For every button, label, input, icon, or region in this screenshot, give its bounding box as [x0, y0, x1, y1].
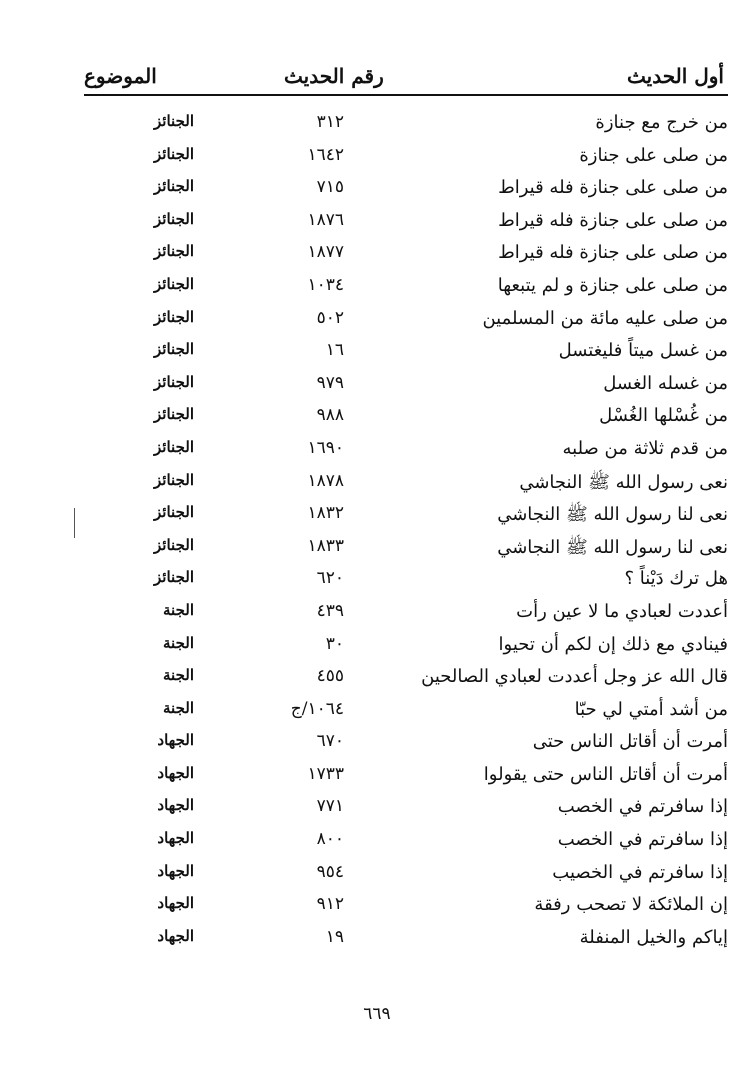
row-hadith-number: ١٦: [325, 340, 344, 361]
row-topic: الجنائز: [154, 437, 194, 456]
margin-mark: [74, 508, 75, 538]
table-row: [0, 630, 754, 663]
row-topic: الجهاد: [157, 894, 194, 913]
row-hadith-number: ٩١٢: [316, 894, 344, 915]
table-row: [0, 108, 754, 141]
row-first-words: من أشد أمتي لي حبّا: [574, 698, 728, 720]
table-row: [0, 271, 754, 304]
row-first-words: قال الله عز وجل أعددت لعبادي الصالحين: [421, 666, 728, 688]
table-row: [0, 434, 754, 467]
row-topic: الجنة: [163, 698, 194, 717]
table-row: [0, 173, 754, 206]
table-row: [0, 825, 754, 858]
row-first-words: من صلى على جنازة فله قيراط: [498, 209, 728, 231]
row-first-words: نعى لنا رسول الله ﷺ النجاشي: [497, 536, 728, 558]
table-header: [84, 62, 728, 96]
row-hadith-number: ١٠٦٤/ج: [290, 698, 344, 719]
table-row: [0, 499, 754, 532]
row-topic: الجنائز: [154, 372, 194, 391]
row-first-words: من صلى على جنازة: [579, 144, 728, 166]
index-table-body: [0, 108, 754, 955]
table-row: [0, 597, 754, 630]
table-row: [0, 141, 754, 174]
header-topic: الموضوع: [84, 64, 157, 88]
row-topic: الجهاد: [157, 861, 194, 880]
row-topic: الجنائز: [154, 242, 194, 261]
row-topic: الجنائز: [154, 177, 194, 196]
table-row: [0, 923, 754, 956]
row-first-words: من صلى على جنازة فله قيراط: [498, 177, 728, 199]
row-topic: الجنائز: [154, 535, 194, 554]
row-topic: الجهاد: [157, 763, 194, 782]
row-first-words: أمرت أن أقاتل الناس حتى يقولوا: [483, 763, 728, 785]
table-row: [0, 890, 754, 923]
table-row: [0, 695, 754, 728]
row-hadith-number: ١٦٩٠: [307, 437, 344, 458]
row-topic: الجنائز: [154, 470, 194, 489]
table-row: [0, 206, 754, 239]
row-hadith-number: ٤٣٩: [316, 600, 344, 621]
row-first-words: أمرت أن أقاتل الناس حتى: [532, 731, 728, 753]
table-row: [0, 238, 754, 271]
table-row: [0, 304, 754, 337]
row-topic: الجنة: [163, 633, 194, 652]
row-first-words: من صلى على جنازة و لم يتبعها: [497, 274, 728, 296]
row-topic: الجنائز: [154, 568, 194, 587]
row-hadith-number: ١٧٣٣: [307, 763, 344, 784]
row-topic: الجنائز: [154, 209, 194, 228]
row-hadith-number: ٤٥٥: [316, 666, 344, 687]
table-row: [0, 760, 754, 793]
row-first-words: هل ترك دَيْناً ؟: [624, 568, 728, 590]
row-hadith-number: ١٩: [325, 926, 344, 947]
row-hadith-number: ٩٨٨: [316, 405, 344, 426]
row-hadith-number: ٧٧١: [316, 796, 344, 817]
row-hadith-number: ١٨٣٣: [307, 535, 344, 556]
table-row: [0, 662, 754, 695]
row-first-words: إذا سافرتم في الخصيب: [552, 861, 728, 883]
row-hadith-number: ١٦٤٢: [307, 144, 344, 165]
row-topic: الجهاد: [157, 926, 194, 945]
table-row: [0, 401, 754, 434]
table-row: [0, 336, 754, 369]
table-row: [0, 727, 754, 760]
row-topic: الجنة: [163, 600, 194, 619]
row-topic: الجنائز: [154, 144, 194, 163]
row-first-words: فينادي مع ذلك إن لكم أن تحيوا: [498, 633, 728, 655]
row-first-words: من غسله الغسل: [603, 372, 728, 394]
row-first-words: من خرج مع جنازة: [595, 112, 728, 133]
row-first-words: من صلى عليه مائة من المسلمين: [482, 307, 728, 329]
row-topic: الجنة: [163, 666, 194, 685]
row-hadith-number: ١٨٧٨: [307, 470, 344, 491]
header-first-words: أول الحديث: [627, 64, 724, 88]
row-first-words: إذا سافرتم في الخصب: [557, 796, 728, 818]
row-first-words: من قدم ثلاثة من صلبه: [562, 437, 728, 459]
row-hadith-number: ١٨٣٢: [307, 503, 344, 524]
row-hadith-number: ٧١٥: [316, 177, 344, 198]
table-row: [0, 792, 754, 825]
row-topic: الجنائز: [154, 112, 194, 130]
row-hadith-number: ٦٢٠: [316, 568, 344, 589]
row-hadith-number: ١٠٣٤: [307, 274, 344, 295]
row-hadith-number: ٥٠٢: [316, 307, 344, 328]
row-topic: الجهاد: [157, 796, 194, 815]
row-topic: الجنائز: [154, 503, 194, 522]
row-topic: الجنائز: [154, 340, 194, 359]
row-hadith-number: ٣١٢: [316, 112, 344, 132]
row-first-words: من غسل ميتاً فليغتسل: [558, 340, 728, 362]
row-topic: الجنائز: [154, 307, 194, 326]
row-topic: الجنائز: [154, 274, 194, 293]
row-hadith-number: ١٨٧٦: [307, 209, 344, 230]
row-topic: الجهاد: [157, 829, 194, 848]
row-first-words: إياكم والخيل المنفلة: [579, 926, 728, 948]
row-first-words: نعى لنا رسول الله ﷺ النجاشي: [497, 504, 728, 526]
row-hadith-number: ٦٧٠: [316, 731, 344, 752]
row-hadith-number: ١٨٧٧: [307, 242, 344, 263]
table-row: [0, 564, 754, 597]
row-hadith-number: ٩٧٩: [316, 372, 344, 393]
row-first-words: من صلى على جنازة فله قيراط: [498, 242, 728, 264]
row-hadith-number: ٨٠٠: [316, 829, 344, 850]
page-number: ٦٦٩: [363, 1004, 391, 1024]
row-topic: الجهاد: [157, 731, 194, 750]
table-row: [0, 467, 754, 500]
table-row: [0, 369, 754, 402]
table-row: [0, 532, 754, 565]
row-first-words: إن الملائكة لا تصحب رفقة: [534, 894, 728, 916]
header-hadith-number: رقم الحديث: [284, 64, 384, 88]
row-hadith-number: ٣٠: [325, 633, 344, 654]
row-first-words: إذا سافرتم في الخصب: [557, 829, 728, 851]
table-row: [0, 858, 754, 891]
row-first-words: أعددت لعبادي ما لا عين رأت: [516, 600, 728, 622]
row-first-words: من غُسْلها الغُسْل: [599, 405, 728, 427]
row-topic: الجنائز: [154, 405, 194, 424]
row-first-words: نعى رسول الله ﷺ النجاشي: [519, 471, 728, 493]
row-hadith-number: ٩٥٤: [316, 861, 344, 882]
